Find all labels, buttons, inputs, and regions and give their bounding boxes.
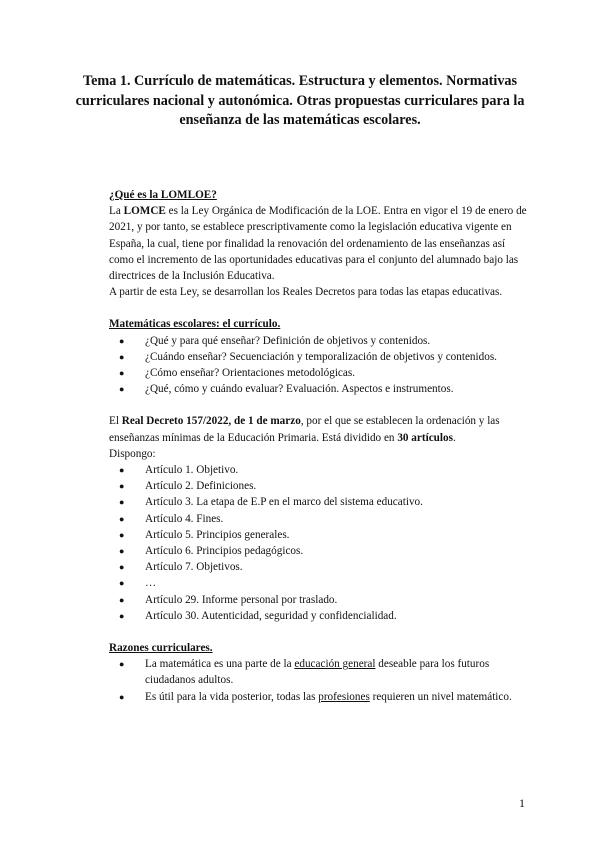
list-item: ● ¿Qué, cómo y cuándo evaluar? Evaluación. Aspectos e instrumentos. xyxy=(109,381,529,397)
list-item: ● Artículo 5. Principios generales. xyxy=(109,527,529,543)
document-body xyxy=(109,187,529,705)
list-razones xyxy=(109,656,529,705)
dispongo-label: Dispongo: xyxy=(109,447,156,460)
paragraph-real-decreto xyxy=(109,413,529,445)
underlined-educacion-general: educación general xyxy=(294,658,376,671)
list-item: ● ¿Cuándo enseñar? Secuenciación y temporalización de objetivos y contenidos. xyxy=(109,349,529,365)
text-run: La matemática es una parte de la xyxy=(145,658,295,671)
text-run: El xyxy=(109,415,122,428)
page-number: 1 xyxy=(519,796,525,810)
bold-lomce: LOMCE xyxy=(123,205,166,218)
list-item xyxy=(109,656,529,688)
list-item xyxy=(109,689,529,705)
paragraph-reales-decretos: A partir de esta Ley, se desarrollan los Reales Decretos para todas las etapas educativas. xyxy=(109,286,503,299)
list-item: ● Artículo 29. Informe personal por traslado. xyxy=(109,592,529,608)
bold-30-articulos: 30 artículos xyxy=(397,431,453,444)
list-item: ● Artículo 1. Objetivo. xyxy=(109,462,529,478)
heading-lomloe: ¿Qué es la LOMLOE? xyxy=(109,189,217,201)
underlined-profesiones: profesiones xyxy=(318,690,370,703)
list-item: ● … xyxy=(109,575,529,591)
list-item: ● Artículo 6. Principios pedagógicos. xyxy=(109,543,529,559)
list-item: ● Artículo 30. Autenticidad, seguridad y confidencialidad. xyxy=(109,608,529,624)
heading-razones: Razones curriculares. xyxy=(109,642,213,655)
list-item: ● ¿Cómo enseñar? Orientaciones metodológicas. xyxy=(109,365,529,381)
text-run: deseable para los futuros ciudadanos adultos. xyxy=(145,658,490,687)
paragraph-lomce xyxy=(109,203,529,284)
list-articulos xyxy=(109,462,529,624)
list-item: ● Artículo 3. La etapa de E.P en el marco del sistema educativo. xyxy=(109,494,529,510)
text-run: La xyxy=(109,205,124,218)
list-item: ● Artículo 2. Definiciones. xyxy=(109,478,529,494)
list-item: ● Artículo 4. Fines. xyxy=(109,511,529,527)
list-curriculo xyxy=(109,333,529,398)
document-title: Tema 1. Currículo de matemáticas. Estructura y elementos. Normativas curriculares nacional y autonómica. Otras propuestas curriculares para la enseñanza de las matemáticas escolares. xyxy=(75,73,525,128)
heading-curriculo: Matemáticas escolares: el currículo. xyxy=(109,318,281,331)
text-run: es la Ley Orgánica de Modificación de la LOE. Entra en vigor el 19 de enero de 2021, y por tanto, se establece prescriptivamente como la legislación educativa vigente en España, la cual, tiene por finalidad la renovación del ordenamiento de las enseñanzas así como el incremento de las oportunidades educativas para el conjunto del alumnado bajo las directrices de la Inclusión Educativa. xyxy=(109,205,527,283)
text-run: requieren un nivel matemático. xyxy=(369,690,512,703)
list-item: ● Artículo 7. Objetivos. xyxy=(109,559,529,575)
bold-real-decreto: Real Decreto 157/2022, de 1 de marzo xyxy=(121,415,301,428)
list-item: ● ¿Qué y para qué enseñar? Definición de objetivos y contenidos. xyxy=(109,333,529,349)
text-run: . xyxy=(452,431,456,444)
text-run: , por el que se establecen la ordenación y las enseñanzas mínimas de la Educación Primaria. Está dividido en xyxy=(109,415,500,444)
text-run: Es útil para la vida posterior, todas las xyxy=(145,690,319,703)
